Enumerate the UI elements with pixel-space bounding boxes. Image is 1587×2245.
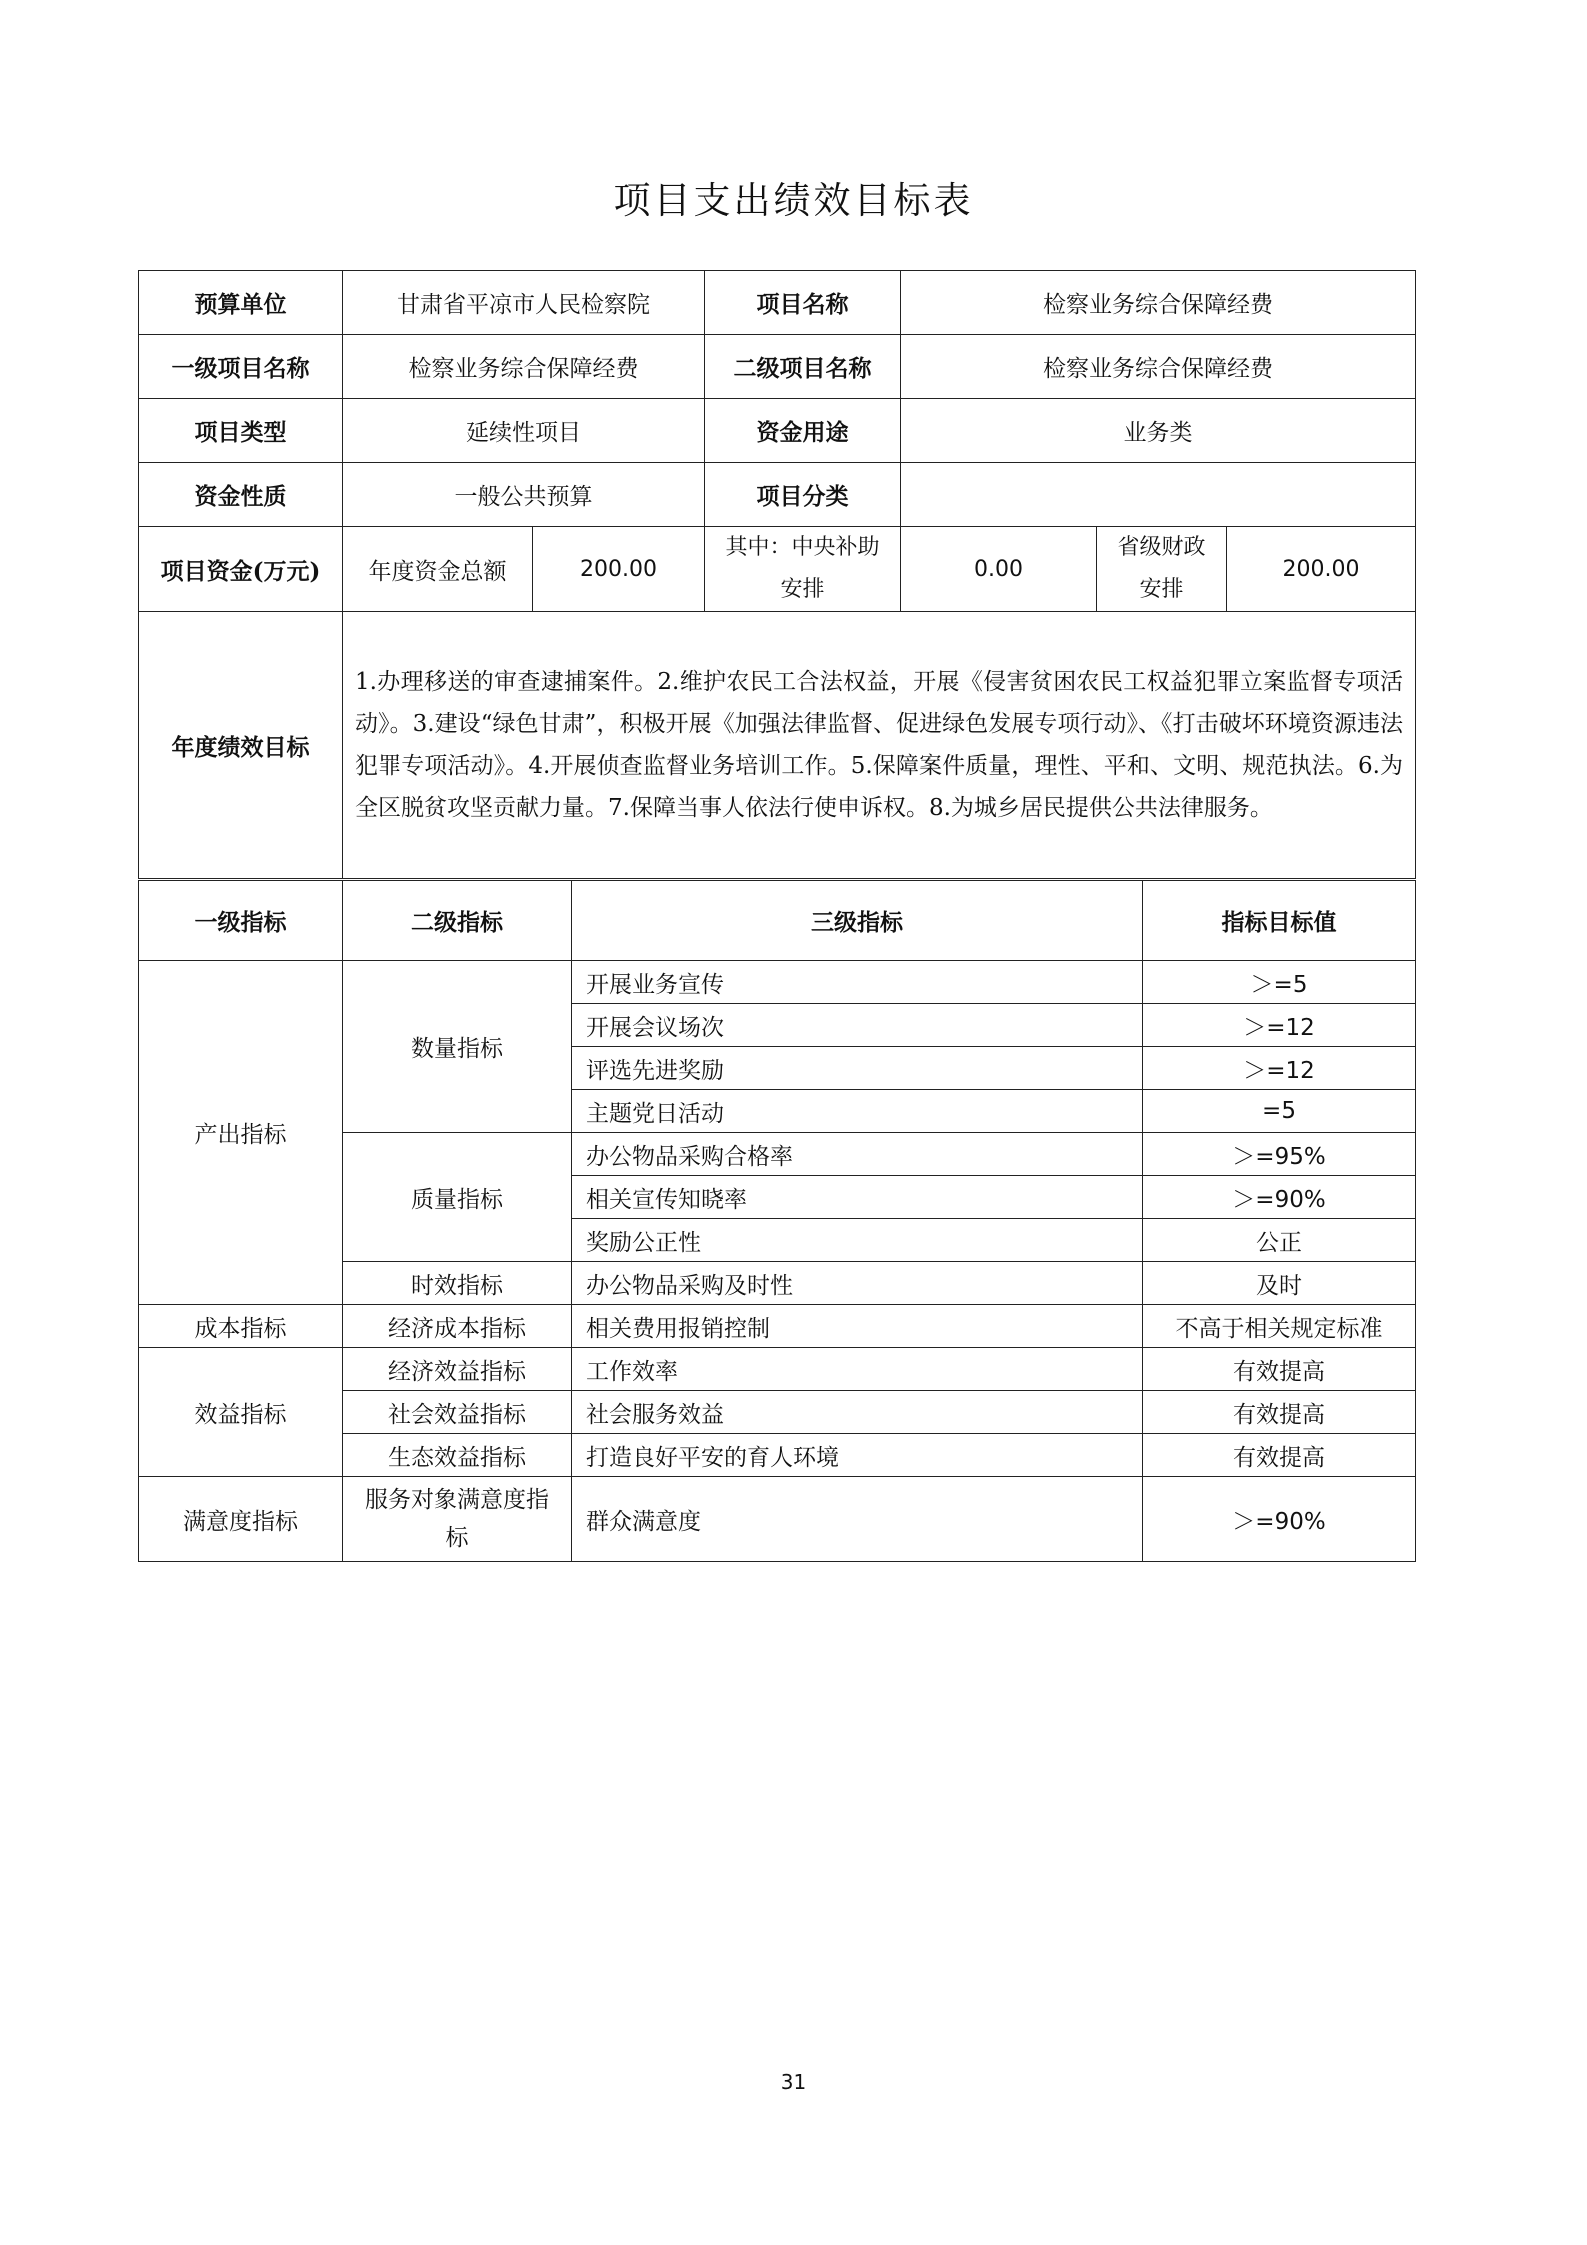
target-value: ＞=90%	[1143, 1477, 1416, 1562]
page-number: 31	[780, 2070, 807, 2094]
target-value: 公正	[1143, 1219, 1416, 1262]
row-fund-nature	[139, 463, 1416, 527]
social-benefit-indicator-label: 社会效益指标	[343, 1391, 572, 1434]
level3-item: 相关费用报销控制	[572, 1305, 1143, 1348]
target-value: 有效提高	[1143, 1391, 1416, 1434]
level3-item: 奖励公正性	[572, 1219, 1143, 1262]
level3-item: 社会服务效益	[572, 1391, 1143, 1434]
service-satisfaction-indicator-label	[343, 1477, 572, 1562]
provincial-label-line1: 省级财政	[1117, 535, 1206, 560]
target-value: ＞=5	[1143, 961, 1416, 1004]
level3-item: 相关宣传知晓率	[572, 1176, 1143, 1219]
level3-item: 工作效率	[572, 1348, 1143, 1391]
budget-unit-value: 甘肃省平凉市人民检察院	[343, 271, 705, 335]
col-header-level2: 二级指标	[343, 881, 572, 961]
level3-item: 打造良好平安的育人环境	[572, 1434, 1143, 1477]
level3-item: 办公物品采购及时性	[572, 1262, 1143, 1305]
indicators-header-row	[139, 881, 1416, 961]
target-value: ＞=12	[1143, 1047, 1416, 1090]
eco-benefit-indicator-label: 生态效益指标	[343, 1434, 572, 1477]
fund-nature-value: 一般公共预算	[343, 463, 705, 527]
level3-item: 主题党日活动	[572, 1090, 1143, 1133]
output-indicator-label: 产出指标	[139, 961, 343, 1305]
central-subsidy-label-line2: 安排	[780, 577, 825, 602]
annual-goal-label: 年度绩效目标	[139, 612, 343, 879]
level1-project-value: 检察业务综合保障经费	[343, 335, 705, 399]
project-info-table	[138, 270, 1416, 879]
quality-indicator-label: 质量指标	[343, 1133, 572, 1262]
col-header-level3: 三级指标	[572, 881, 1143, 961]
row-project-type	[139, 399, 1416, 463]
level3-item: 办公物品采购合格率	[572, 1133, 1143, 1176]
project-type-label: 项目类型	[139, 399, 343, 463]
target-value: ＞=12	[1143, 1004, 1416, 1047]
cost-indicator-label: 成本指标	[139, 1305, 343, 1348]
fund-use-value: 业务类	[901, 399, 1416, 463]
target-value: ＞=90%	[1143, 1176, 1416, 1219]
row-level1-project	[139, 335, 1416, 399]
project-type-value: 延续性项目	[343, 399, 705, 463]
provincial-label	[1097, 527, 1227, 612]
annual-goal-text: 1.办理移送的审查逮捕案件。2.维护农民工合法权益，开展《侵害贫困农民工权益犯罪立案监督专项活动》。3.建设“绿色甘肃”，积极开展《加强法律监督、促进绿色发展专项行动》、《打击破坏环境资源违法犯罪专项活动》。4.开展侦查监督业务培训工作。5.保障案件质量，理性、平和、文明、规范执法。6.为全区脱贫攻坚贡献力量。7.保障当事人依法行使申诉权。8.为城乡居民提供公共法律服务。	[343, 612, 1416, 879]
provincial-value: 200.00	[1227, 527, 1416, 612]
level3-item: 开展会议场次	[572, 1004, 1143, 1047]
satisfaction-indicator-label: 满意度指标	[139, 1477, 343, 1562]
economic-cost-indicator-label: 经济成本指标	[343, 1305, 572, 1348]
row-project-funds	[139, 527, 1416, 612]
target-value: 及时	[1143, 1262, 1416, 1305]
level1-project-label: 一级项目名称	[139, 335, 343, 399]
page-title: 项目支出绩效目标表	[613, 179, 974, 222]
target-value: ＞=95%	[1143, 1133, 1416, 1176]
central-subsidy-label-line1: 其中：中央补助	[725, 535, 880, 560]
funds-label: 项目资金(万元)	[139, 527, 343, 612]
project-category-value	[901, 463, 1416, 527]
fund-nature-label: 资金性质	[139, 463, 343, 527]
central-subsidy-label	[705, 527, 901, 612]
col-header-level1: 一级指标	[139, 881, 343, 961]
table-row	[139, 1477, 1416, 1562]
project-name-label: 项目名称	[705, 271, 901, 335]
target-value: 不高于相关规定标准	[1143, 1305, 1416, 1348]
level3-item: 开展业务宣传	[572, 961, 1143, 1004]
benefit-indicator-label: 效益指标	[139, 1348, 343, 1477]
table-row	[139, 1348, 1416, 1391]
table-row	[139, 961, 1416, 1004]
fund-use-label: 资金用途	[705, 399, 901, 463]
level3-item: 评选先进奖励	[572, 1047, 1143, 1090]
budget-unit-label: 预算单位	[139, 271, 343, 335]
annual-total-value: 200.00	[533, 527, 705, 612]
col-header-target: 指标目标值	[1143, 881, 1416, 961]
economic-benefit-indicator-label: 经济效益指标	[343, 1348, 572, 1391]
service-satisfaction-label-line1: 服务对象满意度指	[365, 1487, 549, 1513]
project-category-label: 项目分类	[705, 463, 901, 527]
indicators-table	[138, 880, 1416, 1562]
service-satisfaction-label-line2: 标	[445, 1525, 469, 1551]
level3-item: 群众满意度	[572, 1477, 1143, 1562]
annual-total-label: 年度资金总额	[343, 527, 533, 612]
timeliness-indicator-label: 时效指标	[343, 1262, 572, 1305]
table-row	[139, 1305, 1416, 1348]
provincial-label-line2: 安排	[1139, 577, 1184, 602]
target-value: 有效提高	[1143, 1348, 1416, 1391]
target-value: =5	[1143, 1090, 1416, 1133]
quantity-indicator-label: 数量指标	[343, 961, 572, 1133]
project-name-value: 检察业务综合保障经费	[901, 271, 1416, 335]
level2-project-value: 检察业务综合保障经费	[901, 335, 1416, 399]
row-budget-unit	[139, 271, 1416, 335]
central-subsidy-value: 0.00	[901, 527, 1097, 612]
row-annual-goal	[139, 612, 1416, 879]
level2-project-label: 二级项目名称	[705, 335, 901, 399]
target-value: 有效提高	[1143, 1434, 1416, 1477]
